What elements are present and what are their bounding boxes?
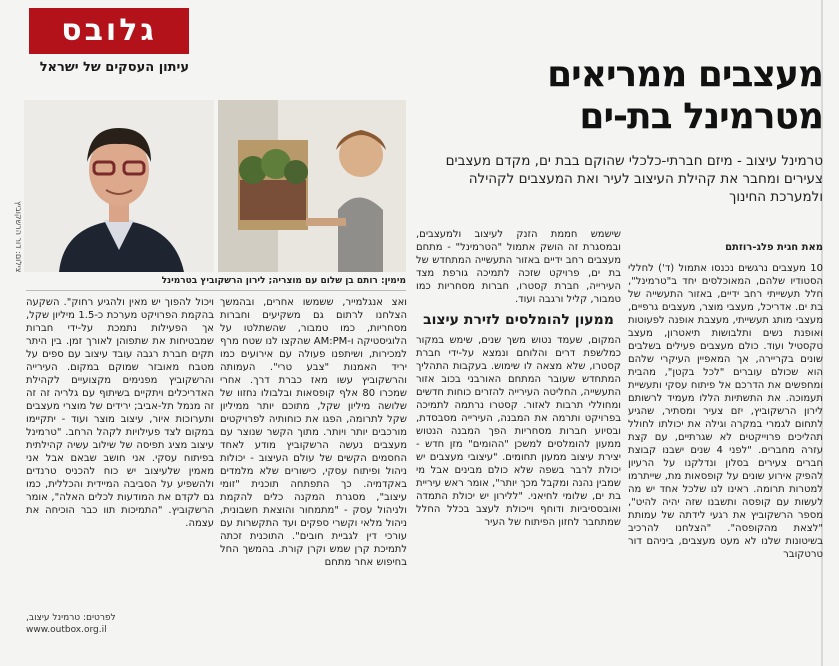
byline: מאת חגית פלג-רוזתם	[725, 242, 823, 253]
details-url: www.outbox.org.il	[26, 625, 107, 635]
column-text: ויכול להפוך יש מאין ולהגיע רחוק". השקעה בהקמת הפרויקט מערכת כ-1.5 מיליון שקל, אך הפעילות נתמכת על-ידי חברות שמבטיחות את שתפוהן לאורך זמן. בין היתר תקים חברת רגבה עובד עיצוב עם ספים על מטבח מאובזר שמוקם במקום. העירייה והרשקוביץ מפנימים מקצועיים לקהילת האדריכלים ויתקיים בשיתוף עם גלריה זה זה זה מנמל תל-אביב; ירידים של מוצרי מעצבים ותערוכות איור, עיצוב מוצר ועוד - יתקיימו במקום לצד פעילויות לקהל הרחב. "טרמינל עיצוב מציג תפיסה של שילוב עשיה קהילתית בפיתוח עסקי. אני חושב שבאם אבל אני מאמין שלעיצוב יש כוח להכניס טרנדים ולהשפיע על הסביבה המיידית והכללית, כמו גם לקדם את המודעות לכלים האלה", אומר הרשקוביץ. "התמיכות תוו כבר הוכיחה את עצמה.	[26, 297, 214, 529]
column-text: 10 מעצבים נרגשים נכנסו אתמול (ד') לחללי הסטודיו שלהם, המאוכלסים יחד ב"טרמינל", חלל תעשייתי רחב ידיים, באזור התעשייה של בת ים. אדריכל, מעצבי מוצר, מעצבים גרפיים, מעצבי מותג תעשייתי, מעצבת אופנה לפעוטות ואופנת נשים ותלבושות תיאטרון, מעצב טקסטיל ועוד. כולם מעצבים פעילים בשלבים שונים בקריירה, אך המאפיין העיקרי שלהם הוא שכולם עוברים "לכל בקטן", מהבית ומחפשים את הדרכם אל פיתוח עסקי ותעשיית תעמוכה. את התשתיות הללו מעמיד לרשותם לירון הרשקוביץ, יזם צעיר ומסתיר, שהגיע לתחום לגמרי במקרה וגילה את יכולתו לחולל תהליכים פרוייקטים לא שגרתיים, עם קצת עזרה מחברים. "לפני 4 שנים ישבנו קבוצת חברים צעירים בסלון ונדלקנו על הרעיון להפיק אירוע שונים על קופסאות מת, שייתרמו למטרות תרומה. ראינו לנו שלכל אחד יש מה לעשות עם קופסה ותשבנו שזה יהיה להיט", מספר הרשקוביץ את רגעי לידתה של עמותת "לצאת מהקופסה". "הצלחנו להרכיב בשיטונות שלנו לא מעט מעצבים, ביניהם דור טרטקובר	[628, 263, 823, 560]
photo-caption: מימין: רותם בן שלום עם מוצריה; לירון הרשקוביץ בטרמינל	[26, 276, 406, 291]
column-text: ואצ אנגלמייר, ששמשו אחרים, ובהמשך הצלחנו לרתום גם משקיעים וחברות מסחריות, כמו טמבור, שהשתלטו על הלוגיסטיקה ו-AM:PM שהקצו לנו שטח מרף למכירות, ושיתפנו פעולה עם אירועים כמו יריד האמנות "צבע טרי". העמותה והרשקוביץ עשו מאז כברת דרך. אחרי שמכרו 80 אלף קופסאות ובלבולו נחזוו של שלושה מיליון שקל, מתוכם יותר ממיליון שקל לתרומה, הפגו את כוחותיה לפרויקטים מורכבים יותר ויותר. מתוך הקשר שנוצר עם מעצבים נעשה הרשקוביץ מודע לאחד החסמים הקשים של עולם העיצוב - יכולות ניהול ופיתוח עסקי, כישורים שלא מלמדים באקדמיה. כך התפתחה תוכנית "זומי עיצוב", מסגרת המקנה כלים להקמת ולניהול עסק - "מתמחור והוצאת חשבונית, ניהול מלאי וקשרי ספקים ועד התקשרות עם עורכי דין לגביית חובים". התוכנית זכתה לתמיכת קרן שמש וקרן קורת. בהמשך החל בחיפוש אחר מתחם	[220, 297, 407, 568]
details-note	[26, 612, 214, 636]
article-column-3	[220, 296, 407, 666]
article-column-4	[26, 296, 214, 666]
subheadline: טרמינל עיצוב - מיזם חברתי-כלכלי שהוקם בבת ים, מקדם מעצבים צעירים ומחבר את קהילת העיצוב לעיר ואת המעצבים לקהילה ולמערכת החינוך	[445, 153, 823, 205]
photo-man-portrait	[24, 100, 214, 272]
photo-credit: צילום: דור הרשקוביץ	[14, 200, 23, 272]
article-column-2	[416, 228, 621, 666]
details-label: לפרטים: טרמינל עיצוב,	[26, 613, 116, 623]
column-text: שישמש חממת הזנק לעיצוב ולמעצבים, ובמסגרת זה הושק אתמול "הטרמינל" - מתחם מעצבים רחב ידיים באזור התעשייה המתחדש של בת ים, פרויקט שזכה לתמיכה גורפת מצד העירייה, חברת קסטרו, חברות מסחריות כמו טמבור, קליל ורגבה ועוד.	[416, 229, 621, 305]
logo-text: גלובס	[29, 8, 189, 54]
globes-logo	[29, 8, 189, 54]
tagline: עיתון העסקים של ישראל	[39, 60, 189, 75]
column-text: המקום, שעמד נטוש משך שנים, שימש במקור כמלשפת דרים והלוחם ונמצא על-ידי חברת קסטרו, שלא מצאה לו שימוש. בעקבות התהליך המתחדש שעובר המתחם האורבני בכוב אזור התעשייה, החליטה העירייה להזרים כוחות חדשים ומחוללי תרבות לאזור. קסטרו נרתמה לתמיכה בפרויקט ותרמה את המבנה, העירייה מסבסדת, ובסיוע חברות מסחריות הפך המבנה הנטוש ממעון להומלסים למשכן "ההומים" מזן חדש - יצירת עיצוב ממעון תחומים. "עיצובי מעצבים יש יכולת לרבר בשפה שלא כולם מבינים אבל מי שמבין נהנה ומקבל מכך יותר", אומר ראש עיריית בת ים, שלומי לחיאני. "ללירון יש יכולת התמדה ואובססיביות ודוחף וייכולת לעצב בכלל החלל שמתחבר לחזון הפיתוח של העיר	[416, 335, 621, 528]
headline: מעצבים ממריאים מטרמינל בת-ים	[547, 54, 823, 137]
section-subheading: ממעון להומלסים לזירת עיצוב	[423, 312, 614, 328]
article-column-1	[628, 262, 823, 666]
photo-woman-with-products	[218, 100, 406, 272]
